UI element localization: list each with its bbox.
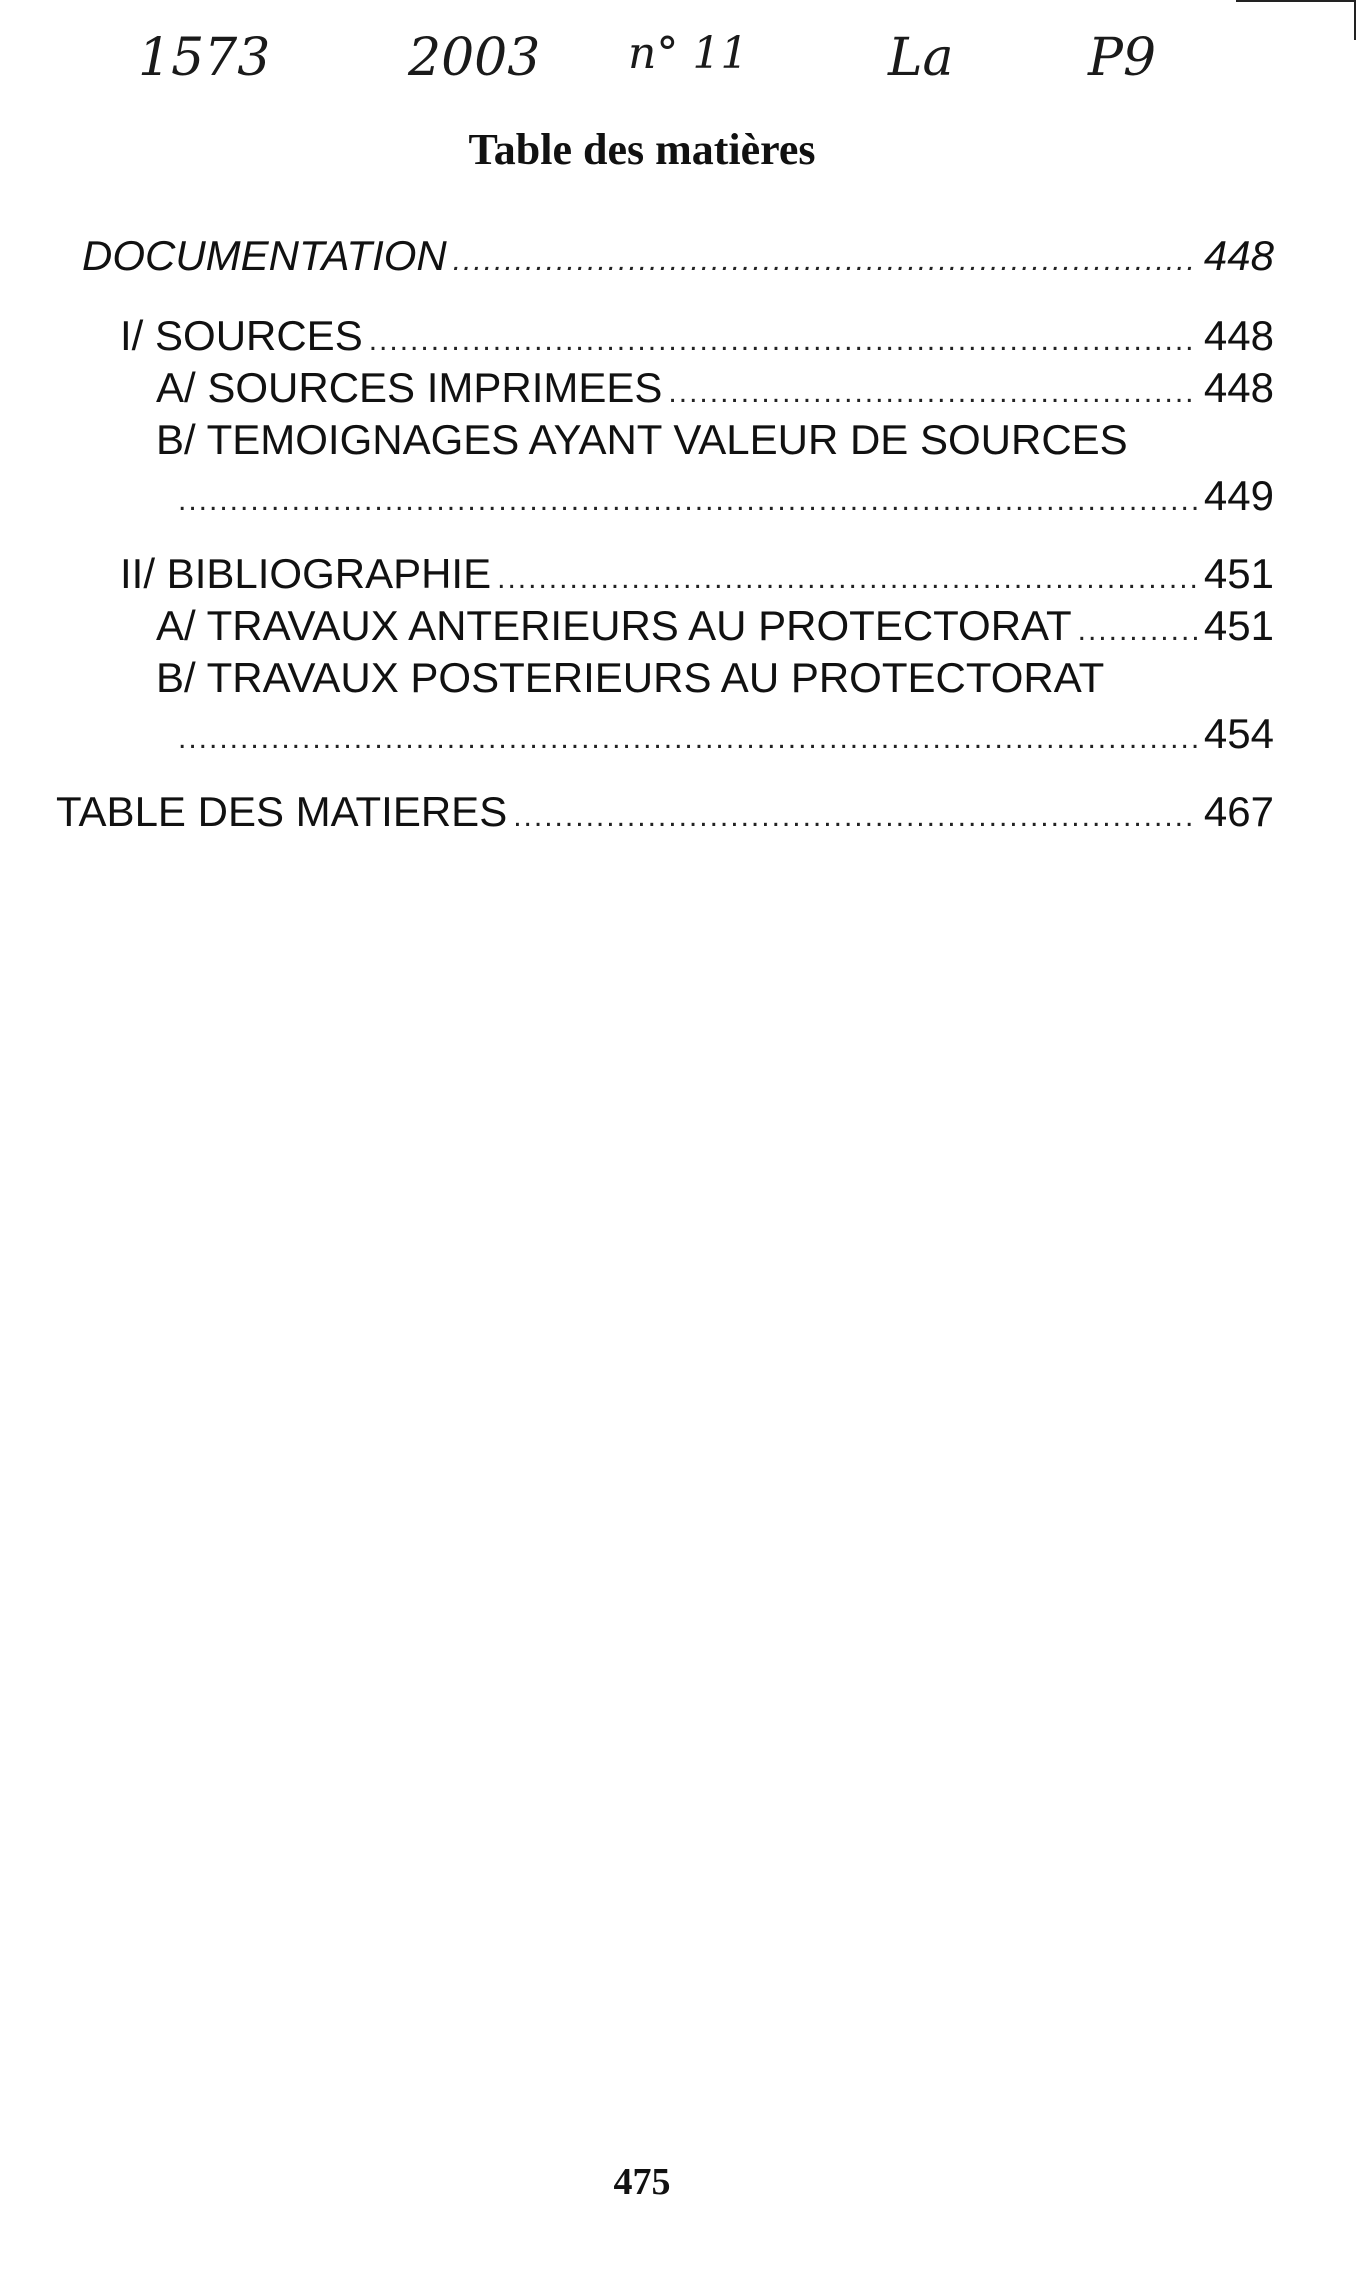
dot-leader <box>497 553 1198 605</box>
toc-entry-label: A/ TRAVAUX ANTERIEURS AU PROTECTORAT <box>156 602 1072 649</box>
toc-entry-label: DOCUMENTATION <box>82 232 447 279</box>
dot-leader <box>513 791 1198 843</box>
toc-entry-page: 448 <box>1203 364 1274 411</box>
dot-leader <box>369 315 1198 367</box>
handwritten-note <box>0 28 1356 98</box>
toc-entry-travaux-anterieurs <box>156 600 1274 657</box>
toc-entry-label: B/ TRAVAUX POSTERIEURS AU PROTECTORAT <box>156 654 1105 701</box>
toc-entry-sources <box>120 310 1274 367</box>
page-title: Table des matières <box>468 125 816 174</box>
toc-entry-label: I/ SOURCES <box>120 312 363 359</box>
toc-entry-travaux-posterieurs-continuation <box>172 708 1274 765</box>
toc-entry-table-des-matieres <box>56 786 1274 843</box>
dot-leader <box>668 367 1198 419</box>
handwritten-issue-number: n° 11 <box>628 28 749 79</box>
dot-leader <box>1078 605 1198 657</box>
toc-entry-page: 449 <box>1203 472 1274 519</box>
toc-entry-bibliographie <box>120 548 1274 605</box>
toc-entry-page: 448 <box>1203 232 1274 279</box>
toc-entry-label: TABLE DES MATIERES <box>56 788 508 835</box>
toc-entry-travaux-posterieurs <box>156 652 1274 704</box>
dot-leader <box>178 713 1198 765</box>
toc-entry-page: 451 <box>1203 602 1274 649</box>
handwritten-code-1: La <box>888 28 954 88</box>
toc-entry-label: II/ BIBLIOGRAPHIE <box>120 550 492 597</box>
handwritten-year: 2003 <box>408 28 541 88</box>
toc-entry-sources-imprimees <box>156 362 1274 419</box>
toc-entry-page: 467 <box>1203 788 1274 835</box>
handwritten-code-2: P9 <box>1088 28 1157 88</box>
toc-entry-label: A/ SOURCES IMPRIMEES <box>156 364 663 411</box>
toc-entry-temoignages-continuation <box>172 470 1274 527</box>
toc-entry-label: B/ TEMOIGNAGES AYANT VALEUR DE SOURCES <box>156 416 1128 463</box>
toc-entry-documentation <box>82 230 1274 287</box>
dot-leader <box>453 235 1198 287</box>
toc-entry-page: 448 <box>1203 312 1274 359</box>
dot-leader <box>178 475 1198 527</box>
page-number: 475 <box>613 2161 671 2203</box>
handwritten-number-1: 1573 <box>138 28 271 88</box>
scan-edge-mark <box>1236 0 1356 8</box>
toc-entry-page: 454 <box>1203 710 1274 757</box>
toc-entry-temoignages <box>156 414 1274 466</box>
toc-entry-page: 451 <box>1203 550 1274 597</box>
